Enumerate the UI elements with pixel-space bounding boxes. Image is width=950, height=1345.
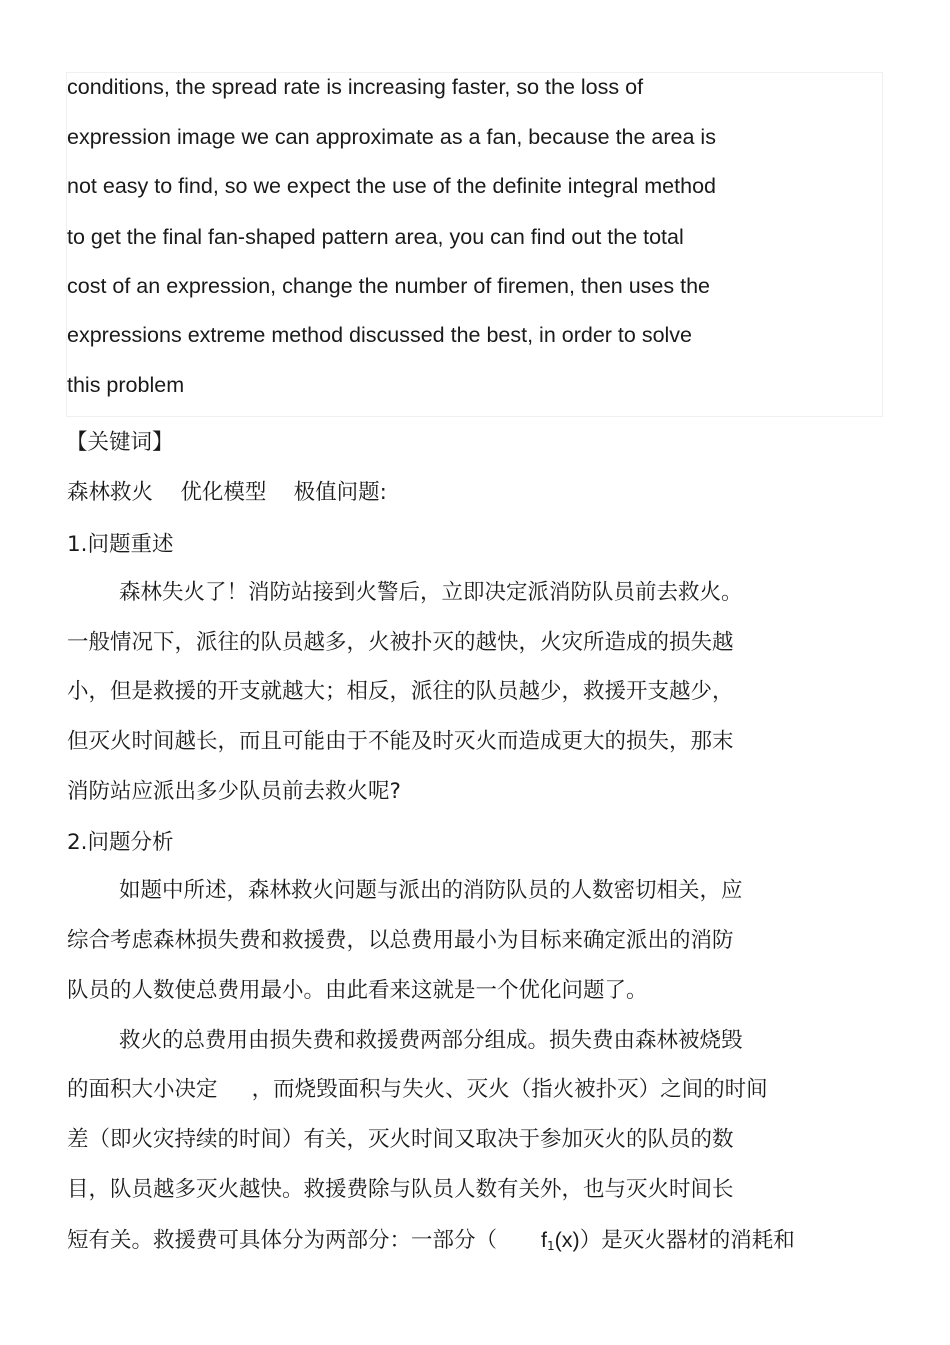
section1-line-1: 森林失火了！消防站接到火警后，立即决定派消防队员前去救火。 — [119, 580, 743, 605]
section2-para2-line-3: 差（即火灾持续的时间）有关，灭火时间又取决于参加灭火的队员的数 — [67, 1127, 734, 1152]
abstract-line-5: cost of an expression, change the number of firemen, then uses the — [67, 274, 710, 298]
section2-para2-line-2: 的面积大小决定 ，而烧毁面积与失火、灭火（指火被扑灭）之间的时间 — [67, 1077, 768, 1102]
section2-para1-line-3: 队员的人数使总费用最小。由此看来这就是一个优化问题了。 — [67, 978, 648, 1003]
section1-line-2: 一般情况下，派往的队员越多，火被扑灭的越快，火灾所造成的损失越 — [67, 630, 734, 655]
line-text-after: ）是灭火器材的消耗和 — [579, 1228, 795, 1253]
abstract-line-6: expressions extreme method discussed the best, in order to solve — [67, 323, 693, 347]
section1-heading: 1.问题重述 — [67, 532, 174, 557]
abstract-line-7: this problem — [67, 373, 185, 397]
section2-para2-line-4: 目，队员越多灭火越快。救援费除与队员人数有关外，也与灭火时间长 — [67, 1177, 734, 1202]
section2-para1-line-2: 综合考虑森林损失费和救援费，以总费用最小为目标来确定派出的消防 — [67, 928, 734, 953]
section2-para1-line-1: 如题中所述，森林救火问题与派出的消防队员的人数密切相关，应 — [119, 878, 743, 903]
section1-line-5: 消防站应派出多少队员前去救火呢? — [67, 779, 401, 804]
keywords-list: 森林救火 优化模型 极值问题: — [67, 480, 387, 505]
abstract-line-1: conditions, the spread rate is increasing faster, so the loss of — [67, 75, 644, 99]
formula-subscript: 1 — [547, 1239, 555, 1253]
section1-line-4: 但灭火时间越长，而且可能由于不能及时灭火而造成更大的损失，那末 — [67, 729, 734, 754]
section2-para2-line-5 — [67, 1225, 795, 1261]
keywords-heading: 【关键词】 — [66, 430, 174, 455]
section2-para2-line-1: 救火的总费用由损失费和救援费两部分组成。损失费由森林被烧毁 — [119, 1028, 743, 1053]
abstract-line-2: expression image we can approximate as a fan, because the area is — [67, 125, 716, 149]
abstract-line-4: to get the final fan-shaped pattern area, you can find out the total — [67, 225, 684, 249]
formula-f: f — [541, 1228, 547, 1252]
section2-heading: 2.问题分析 — [67, 830, 174, 855]
section1-line-3: 小，但是救援的开支就越大；相反，派往的队员越少，救援开支越少， — [67, 679, 734, 704]
abstract-line-3: not easy to find, so we expect the use of the definite integral method — [67, 174, 716, 198]
line-text-before: 短有关。救援费可具体分为两部分：一部分（ — [67, 1228, 498, 1253]
formula-arg: (x) — [554, 1228, 580, 1252]
